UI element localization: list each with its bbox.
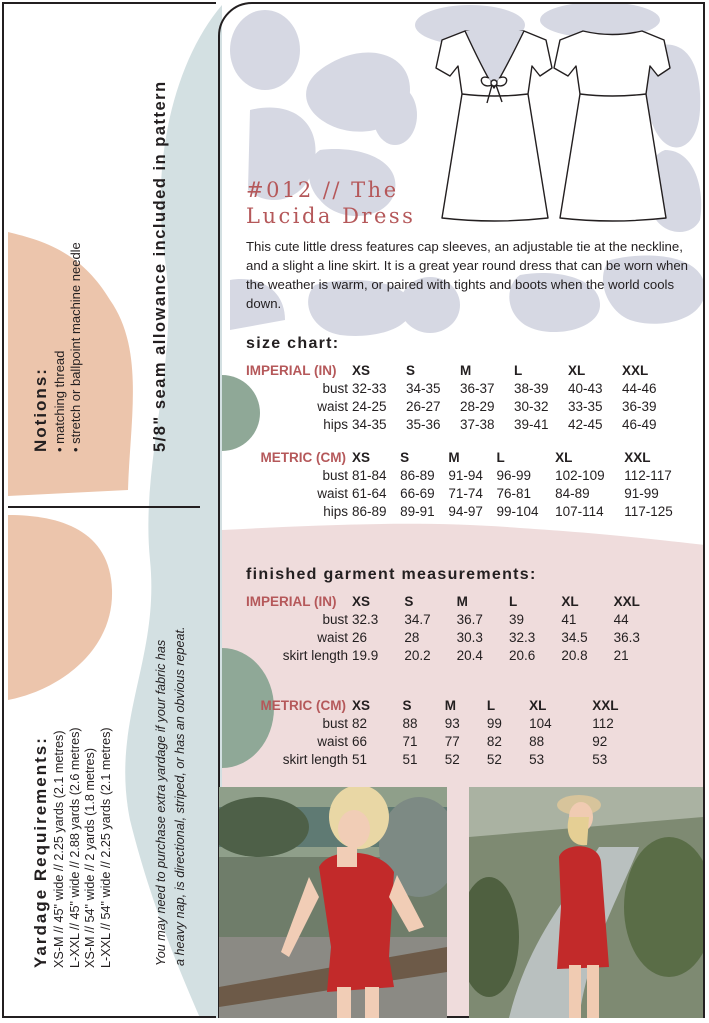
table-cell: 99 [486, 715, 502, 731]
table-cell: 35-36 [406, 416, 441, 432]
table-cell: 66-69 [400, 485, 435, 501]
table-cell: 34.7 [404, 611, 431, 627]
size-header: XL [555, 449, 573, 465]
size-header: XS [352, 697, 371, 713]
size-header: L [508, 593, 518, 609]
table-cell: 77 [444, 733, 460, 749]
row-label: skirt length [282, 751, 348, 767]
table-cell: 28 [404, 629, 420, 645]
yardage-note-line: You may need to purchase extra yardage if your fabric has [154, 639, 168, 966]
table-cell: 32.3 [352, 611, 379, 627]
table-cell: 26-27 [406, 398, 441, 414]
size-header: S [400, 449, 410, 465]
size-header: XXL [592, 697, 619, 713]
table-cell: 96-99 [496, 467, 531, 483]
table-cell: 30.3 [456, 629, 483, 645]
size-header: L [486, 697, 496, 713]
row-label: waist [317, 398, 348, 414]
table-cell: 21 [613, 647, 629, 663]
table-cell: 32.3 [508, 629, 536, 645]
table-cell: 92 [592, 733, 608, 749]
pattern-title [246, 177, 415, 229]
table-row [246, 484, 692, 502]
row-label: hips [323, 416, 348, 432]
pattern-title-line2: Lucida Dress [246, 204, 416, 228]
table-cell: 37-38 [460, 416, 495, 432]
table-header-row [246, 592, 666, 610]
table-cell: 26 [352, 629, 368, 645]
table-cell: 51 [402, 751, 418, 767]
table-cell: 112 [592, 715, 614, 731]
left-panel-divider [8, 506, 200, 508]
table-cell: 102-109 [555, 467, 605, 483]
table-cell: 20.8 [561, 647, 588, 663]
table-cell: 46-49 [622, 416, 657, 432]
table-cell: 19.9 [352, 647, 379, 663]
table-cell: 86-89 [400, 467, 435, 483]
table-cell: 117-125 [624, 503, 673, 519]
size-header: M [460, 362, 472, 378]
size-header: S [404, 593, 414, 609]
table-cell: 42-45 [568, 416, 603, 432]
size-header: XS [352, 593, 371, 609]
pattern-title-line1: #012 // The [246, 178, 399, 202]
table-header-row [246, 696, 666, 714]
table-cell: 38-39 [514, 380, 549, 396]
table-cell: 99-104 [496, 503, 539, 519]
table-cell: 36-39 [622, 398, 657, 414]
table-cell: 36.3 [613, 629, 640, 645]
row-label: bust [322, 611, 348, 627]
size-header: XXL [622, 362, 649, 378]
size-header: L [514, 362, 523, 378]
table-cell: 71-74 [448, 485, 483, 501]
size-chart-metric-table [246, 448, 692, 520]
yardage-title: Yardage Requirements: [31, 736, 50, 968]
finished-measurements-title: finished garment measurements: [246, 566, 537, 583]
table-cell: 20.6 [508, 647, 536, 663]
table-cell: 107-114 [555, 503, 604, 519]
notions-list [52, 242, 84, 452]
table-cell: 33-35 [568, 398, 603, 414]
table-cell: 51 [352, 751, 368, 767]
size-header: M [448, 449, 460, 465]
size-header: XL [568, 362, 586, 378]
table-cell: 53 [529, 751, 545, 767]
table-cell: 86-89 [352, 503, 387, 519]
size-header: XS [352, 362, 371, 378]
table-cell: 44-46 [622, 380, 657, 396]
table-cell: 104 [529, 715, 552, 731]
metric-label: METRIC (CM) [260, 449, 346, 465]
table-cell: 39 [508, 611, 525, 627]
size-chart-title: size chart: [246, 335, 340, 352]
table-cell: 24-25 [352, 398, 387, 414]
table-row [246, 732, 666, 750]
finished-imperial-table [246, 592, 666, 664]
table-cell: 20.2 [404, 647, 431, 663]
table-cell: 34.5 [561, 629, 588, 645]
notions-item: • stretch or ballpoint machine needle [68, 242, 83, 452]
size-header: XXL [624, 449, 651, 465]
row-label: bust [322, 715, 348, 731]
notions-block [30, 242, 84, 452]
yardage-note-line: a heavy nap, is directional, striped, or has an obvious repeat. [173, 626, 187, 966]
table-cell: 36.7 [456, 611, 483, 627]
table-cell: 41 [561, 611, 577, 627]
table-cell: 112-117 [624, 467, 672, 483]
table-cell: 88 [402, 715, 418, 731]
size-header: M [444, 697, 456, 713]
row-label: hips [323, 503, 348, 519]
table-cell: 39-41 [514, 416, 549, 432]
pattern-description: This cute little dress features cap sleeves, an adjustable tie at the neckline, and a slight a line skirt. It is a great year round dress that can be worn when the weather is warm, or paired with tights and boots when the world cools down. [246, 239, 689, 311]
yardage-line: XS-M // 54" wide // 2 yards (1.8 metres) [83, 747, 97, 968]
table-cell: 82 [486, 733, 502, 749]
table-cell: 44 [613, 611, 629, 627]
size-header: S [402, 697, 412, 713]
model-photo-side [469, 787, 703, 1018]
notions-item: • matching thread [52, 350, 67, 452]
size-header: M [456, 593, 468, 609]
table-cell: 88 [529, 733, 545, 749]
row-label: skirt length [282, 647, 348, 663]
finished-metric-table [246, 696, 666, 768]
size-header: S [406, 362, 416, 378]
dress-front-drawing [432, 28, 557, 228]
size-chart-imperial-table [246, 361, 676, 433]
row-label: bust [322, 467, 348, 483]
table-cell: 66 [352, 733, 368, 749]
table-cell: 30-32 [514, 398, 549, 414]
row-label: waist [317, 485, 348, 501]
table-cell: 28-29 [460, 398, 495, 414]
yardage-note [152, 626, 190, 966]
table-cell: 61-64 [352, 485, 387, 501]
table-cell: 82 [352, 715, 368, 731]
imperial-label: IMPERIAL (IN) [246, 362, 337, 378]
imperial-label: IMPERIAL (IN) [246, 593, 337, 609]
table-row [246, 646, 666, 664]
size-header: XL [561, 593, 579, 609]
table-header-row [246, 448, 692, 466]
table-cell: 34-35 [406, 380, 441, 396]
size-header: XXL [613, 593, 640, 609]
table-cell: 94-97 [448, 503, 483, 519]
table-row [246, 415, 676, 433]
table-cell: 91-94 [448, 467, 483, 483]
model-photo-front [219, 787, 447, 1018]
notions-title: Notions: [31, 367, 50, 452]
yardage-line: L-XXL // 45" wide // 2.88 yards (2.6 metres) [67, 727, 82, 968]
row-label: waist [317, 629, 348, 645]
size-header: XS [352, 449, 371, 465]
table-header-row [246, 361, 676, 379]
size-header: XL [529, 697, 547, 713]
table-cell: 34-35 [352, 416, 387, 432]
seam-allowance-note: 5/8" seam allowance included in pattern [151, 80, 169, 452]
table-cell: 93 [444, 715, 460, 731]
table-cell: 81-84 [352, 467, 387, 483]
table-cell: 89-91 [400, 503, 435, 519]
table-cell: 76-81 [496, 485, 531, 501]
table-cell: 52 [444, 751, 460, 767]
table-cell: 71 [402, 733, 418, 749]
table-row [246, 714, 666, 732]
table-cell: 36-37 [460, 380, 495, 396]
yardage-line: L-XXL // 54" wide // 2.25 yards (2.1 metres) [98, 727, 113, 968]
row-label: waist [317, 733, 348, 749]
row-label: bust [322, 380, 348, 396]
table-cell: 53 [592, 751, 608, 767]
table-row [246, 379, 676, 397]
table-cell: 52 [486, 751, 502, 767]
table-cell: 40-43 [568, 380, 603, 396]
yardage-line: XS-M // 45" wide // 2.25 yards (2.1 metres) [52, 730, 66, 968]
table-row [246, 610, 666, 628]
table-cell: 32-33 [352, 380, 387, 396]
table-cell: 20.4 [456, 647, 483, 663]
table-row [246, 397, 676, 415]
table-row [246, 466, 692, 484]
table-cell: 91-99 [624, 485, 659, 501]
table-row [246, 750, 666, 768]
table-row [246, 502, 692, 520]
metric-label: METRIC (CM) [260, 697, 346, 713]
table-row [246, 628, 666, 646]
table-cell: 84-89 [555, 485, 590, 501]
dress-back-drawing [550, 28, 675, 228]
size-header: L [496, 449, 505, 465]
yardage-block [30, 727, 114, 968]
